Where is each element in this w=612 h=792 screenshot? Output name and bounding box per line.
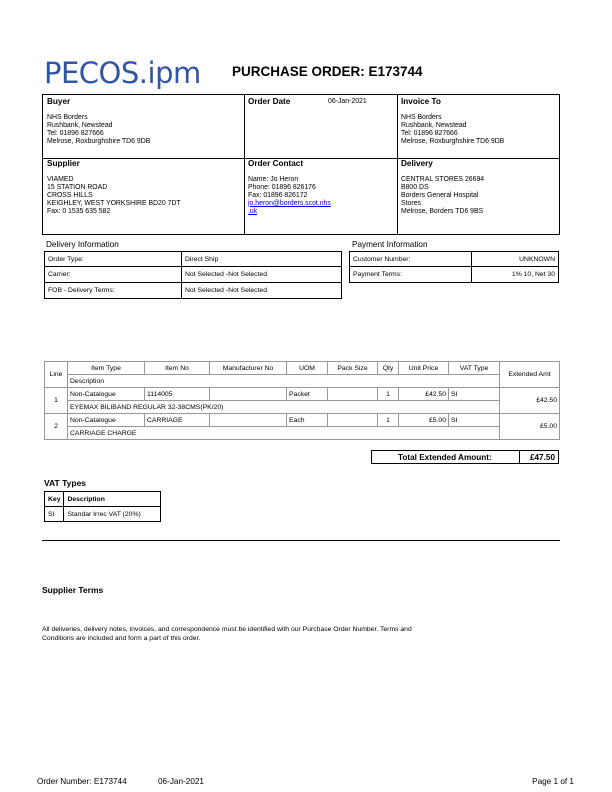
invoice-line: Rushbank, Newstead — [401, 121, 467, 129]
cell-description: EYEMAX BILIBAND REGULAR 32-38CMS(PK/20) — [68, 401, 500, 414]
delivery-info-label: Order Type: — [45, 252, 182, 267]
delivery-info-label: Carrier: — [45, 267, 182, 283]
cell-item-type: Non-Catalogue — [68, 388, 145, 401]
contact-email-link[interactable]: jo.heron@borders.scot.nhs — [248, 199, 331, 207]
vat-description: Standar Irrec VAT (20%) — [64, 507, 161, 522]
delivery-info-heading: Delivery Information — [46, 240, 119, 249]
supplier-line: KEIGHLEY, WEST YORKSHIRE BD20 7DT — [47, 199, 181, 207]
vat-key-header: Key — [45, 492, 64, 507]
cell-unit-price: £42.50 — [399, 388, 449, 401]
buyer-line: Melrose, Roxburghshire TD6 9DB — [47, 137, 151, 145]
order-contact-label: Order Contact — [248, 159, 304, 168]
order-contact-details — [248, 176, 331, 216]
total-value: £47.50 — [529, 453, 555, 462]
delivery-block — [401, 159, 484, 216]
cell-qty: 1 — [378, 414, 399, 427]
buyer-address — [47, 114, 150, 146]
col-header-uom: UOM — [287, 362, 328, 375]
contact-name: Name: Jo Heron — [248, 176, 299, 183]
col-header-line: Line — [45, 362, 68, 388]
vat-types-table — [44, 491, 161, 522]
cell-uom: Packet — [287, 388, 328, 401]
order-date-value: 06-Jan-2021 — [328, 98, 367, 105]
delivery-info-table — [44, 251, 342, 299]
invoice-to-label: Invoice To — [401, 97, 441, 106]
col-header-pack-size: Pack Size — [328, 362, 378, 375]
supplier-address — [47, 176, 181, 216]
supplier-terms-heading: Supplier Terms — [42, 585, 104, 595]
buyer-label: Buyer — [47, 97, 71, 106]
divider — [244, 95, 245, 234]
buyer-block — [47, 97, 150, 146]
delivery-line: B800 DS — [401, 183, 429, 191]
cell-vat-type: SI — [449, 414, 500, 427]
table-header-row — [45, 375, 560, 388]
delivery-line: Borders General Hospital — [401, 191, 479, 199]
table-row — [350, 252, 559, 267]
col-header-vat-type: VAT Type — [449, 362, 500, 375]
col-header-manufacturer-no: Manufacturer No — [210, 362, 287, 375]
invoice-line: NHS Borders — [401, 114, 442, 121]
col-header-qty: Qty — [378, 362, 399, 375]
order-header-grid — [42, 94, 560, 235]
delivery-info-value: Not Selected -Not Selected — [182, 267, 342, 283]
contact-phone: Phone: 01896 826176 — [248, 183, 316, 191]
invoice-line: Melrose, Roxburghshire TD6 9DB — [401, 137, 505, 145]
pecos-logo: PECOS.ipm — [44, 56, 201, 90]
total-extended-amount-box — [371, 450, 559, 464]
delivery-label: Delivery — [401, 159, 433, 168]
divider — [397, 95, 398, 234]
cell-extended-amt: £5.00 — [500, 414, 560, 440]
cell-item-no: 1114005 — [145, 388, 210, 401]
delivery-info-value: Direct Ship — [182, 252, 342, 267]
total-label: Total Extended Amount: — [398, 453, 492, 462]
buyer-line: Rushbank, Newstead — [47, 121, 113, 129]
payment-info-value: UNKNOWN — [472, 252, 559, 267]
delivery-address — [401, 176, 484, 216]
cell-extended-amt: £42.50 — [500, 388, 560, 414]
cell-line: 2 — [45, 414, 68, 440]
delivery-info-label: FOB - Delivery Terms: — [45, 283, 182, 299]
table-row — [45, 507, 161, 522]
footer-page-number: Page 1 of 1 — [532, 777, 574, 786]
cell-line: 1 — [45, 388, 68, 414]
supplier-line: 15 STATION ROAD — [47, 183, 108, 191]
supplier-label: Supplier — [47, 159, 80, 168]
col-header-extended-amt: Extended Amt — [500, 362, 560, 388]
divider — [519, 451, 520, 463]
footer-order-number: Order Number: E173744 — [37, 777, 127, 786]
payment-info-table — [349, 251, 559, 283]
supplier-line: Fax: 0 1535 635 582 — [47, 207, 111, 215]
cell-item-no: CARRIAGE — [145, 414, 210, 427]
table-row — [45, 427, 560, 440]
supplier-line: CROSS HILLS — [47, 191, 93, 199]
table-row — [45, 283, 342, 299]
table-header-row — [45, 362, 560, 375]
table-row — [45, 252, 342, 267]
vat-key: SI — [45, 507, 64, 522]
payment-info-heading: Payment Information — [352, 240, 428, 249]
table-header-row — [45, 492, 161, 507]
table-row — [45, 388, 560, 401]
buyer-line: NHS Borders — [47, 114, 88, 121]
invoice-line: Tel: 01896 827666 — [401, 129, 458, 137]
order-contact-block — [248, 159, 331, 216]
payment-info-label: Customer Number: — [350, 252, 472, 267]
order-date-block — [248, 97, 393, 106]
cell-unit-price: £5.00 — [399, 414, 449, 427]
footer-date: 06-Jan-2021 — [158, 777, 204, 786]
cell-item-type: Non-Catalogue — [68, 414, 145, 427]
delivery-info-value: Not Selected -Not Selected — [182, 283, 342, 299]
delivery-line: Melrose, Borders TD6 9BS — [401, 207, 484, 215]
delivery-line: CENTRAL STORES 26694 — [401, 176, 485, 183]
col-header-item-type: Item Type — [68, 362, 145, 375]
invoice-to-block — [401, 97, 504, 146]
contact-email-link[interactable]: .uk — [248, 207, 258, 215]
invoice-to-address — [401, 114, 504, 146]
vat-description-header: Description — [64, 492, 161, 507]
page-title: PURCHASE ORDER: E173744 — [232, 64, 423, 79]
cell-qty: 1 — [378, 388, 399, 401]
payment-info-value: 1% 10, Net 30 — [472, 267, 559, 283]
cell-manufacturer-no — [210, 414, 287, 427]
col-header-description: Description — [68, 375, 500, 388]
table-row — [45, 414, 560, 427]
supplier-block — [47, 159, 181, 216]
table-row — [350, 267, 559, 283]
table-row — [45, 401, 560, 414]
cell-manufacturer-no — [210, 388, 287, 401]
cell-pack-size — [328, 388, 378, 401]
line-items-table — [44, 361, 560, 440]
buyer-line: Tel: 01896 827666 — [47, 129, 104, 137]
cell-pack-size — [328, 414, 378, 427]
order-date-label: Order Date — [248, 97, 291, 106]
cell-uom: Each — [287, 414, 328, 427]
cell-description: CARRIAGE CHARGE — [68, 427, 500, 440]
cell-vat-type: SI — [449, 388, 500, 401]
col-header-item-no: Item No — [145, 362, 210, 375]
vat-types-heading: VAT Types — [44, 478, 87, 488]
col-header-unit-price: Unit Price — [399, 362, 449, 375]
supplier-terms-text: All deliveries, delivery notes, invoices, and correspondence must be identified with our Purchase Order Number. Terms and Conditions are included and form a part of this order. — [42, 626, 412, 642]
delivery-line: Stores — [401, 199, 421, 207]
section-divider — [42, 540, 560, 541]
supplier-line: VIAMED — [47, 176, 74, 183]
table-row — [45, 267, 342, 283]
contact-fax: Fax: 01896 826172 — [248, 191, 308, 199]
payment-info-label: Payment Terms: — [350, 267, 472, 283]
